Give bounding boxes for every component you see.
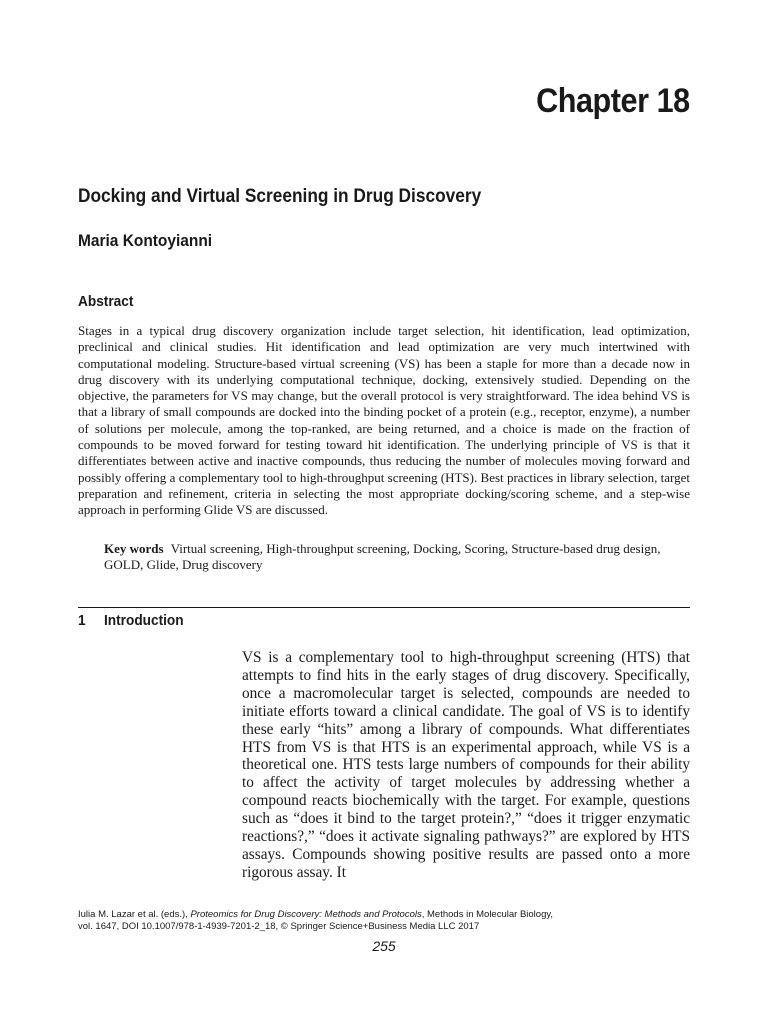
keywords-text: Virtual screening, High-throughput screening, Docking, Scoring, Structure-based drug design, GOLD, Glide, Drug discovery xyxy=(104,541,661,573)
page-number: 255 xyxy=(372,938,396,954)
section-number: 1 xyxy=(78,612,86,629)
citation-line-1 xyxy=(78,909,690,921)
keywords-label: Key words xyxy=(104,541,164,556)
abstract-heading: Abstract xyxy=(78,293,134,310)
citation-book-title: Proteomics for Drug Discovery: Methods and Protocols xyxy=(190,909,422,920)
citation-line-2: vol. 1647, DOI 10.1007/978-1-4939-7201-2_18, © Springer Science+Business Media LLC 2017 xyxy=(78,921,480,932)
section-divider xyxy=(78,607,690,608)
citation-footnote xyxy=(78,909,690,933)
citation-editors: Iulia M. Lazar et al. (eds.), xyxy=(78,909,188,920)
section-title: Introduction xyxy=(104,612,184,629)
keywords xyxy=(78,541,690,574)
author-name: Maria Kontoyianni xyxy=(78,231,213,250)
abstract-text: Stages in a typical drug discovery organization include target selection, hit identification, lead optimization, preclinical and clinical studies. Hit identification and lead optimization are very much intertwined with computational modeling. Structure-based virtual screening (VS) has been a staple for more than a decade now in drug discovery with its underlying computational technique, docking, extensively studied. Depending on the objective, the parameters for VS may change, but the overall protocol is very straightforward. The idea behind VS is that a library of small compounds are docked into the binding pocket of a protein (e.g., receptor, enzyme), a number of solutions per molecule, among the top-ranked, are being returned, and a choice is made on the fraction of compounds to be moved forward for testing toward hit identification. The underlying principle of VS is that it differentiates between active and inactive compounds, thus reducing the number of molecules moving forward and possibly offering a complementary tool to high-throughput screening (HTS). Best practices in library selection, target preparation and refinement, criteria in selecting the most appropriate docking/scoring scheme, and a step-wise approach in performing Glide VS are discussed. xyxy=(78,323,690,518)
chapter-number: Chapter 18 xyxy=(536,82,690,120)
citation-series: , Methods in Molecular Biology, xyxy=(421,909,554,920)
introduction-text: VS is a complementary tool to high-throughput screening (HTS) that attempts to find hits in the early stages of drug discovery. Specifically, once a macromolecular target is selected, compounds are needed to initiate efforts toward a clinical candidate. The goal of VS is to identify these early “hits” among a library of compounds. What differentiates HTS from VS is that HTS is an experimental approach, while VS is a theoretical one. HTS tests large numbers of compounds for their ability to affect the activity of target molecules by addressing whether a compound reacts biochemically with the target. For example, questions such as “does it bind to the target protein?,” “does it trigger enzymatic reactions?,” “does it activate signaling pathways?” are explored by HTS assays. Compounds showing positive results are passed onto a more rigorous assay. It xyxy=(242,649,690,881)
chapter-title: Docking and Virtual Screening in Drug Discovery xyxy=(78,186,482,207)
